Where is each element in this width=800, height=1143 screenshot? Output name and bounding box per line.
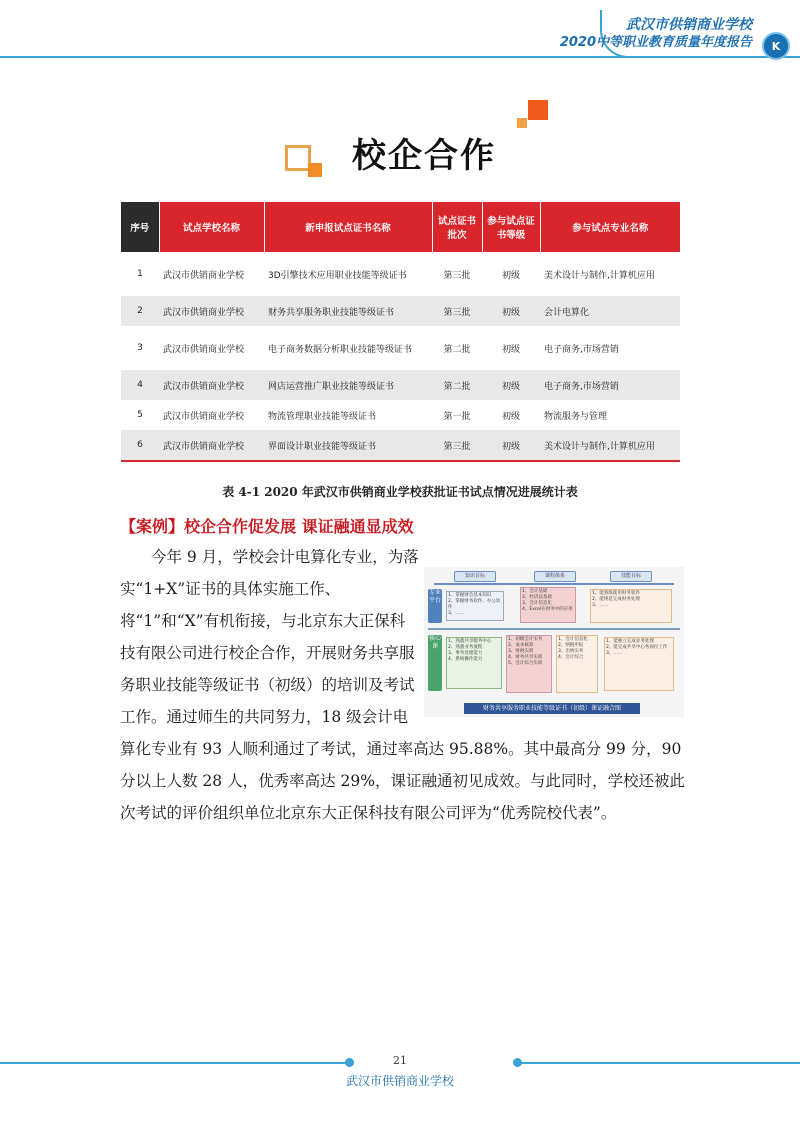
diagram-box-line: 3、…… [592, 603, 609, 608]
diagram-box-line: 1、会计信息化 [558, 637, 588, 642]
cell-level: 初级 [501, 411, 520, 422]
case-paragraph-text: 今年 9 月，学校会计电算化专业，为落实“1+X”证书的具体实施工作、将“1”和“X”有机衔接，与北京东大正保科技有限公司进行校企合作，开展财务共享服务职业技能等级证书（初级）的培训及考试工作。通过师生的共同努力，18 级会计电 [120, 548, 419, 726]
cell-no: 3 [137, 343, 143, 353]
diagram-box-line: 2、掌握财务软件、办公软件 [448, 599, 501, 610]
table-row [121, 430, 680, 461]
col-header-level: 参与试点证书等级 [482, 202, 540, 252]
cell-cert: 3D引擎技术应用职业技能等级证书 [268, 270, 407, 281]
table-caption: 表 4-1 2020 年武汉市供销商业学校获批证书试点情况进展统计表 [222, 485, 578, 499]
school-logo [762, 32, 790, 60]
title-deco-square-top-small [517, 118, 527, 128]
certificate-table [121, 202, 680, 462]
diagram-side-platform: 专业平台 [428, 589, 442, 623]
table-header-row [121, 202, 680, 252]
cell-batch: 第二批 [443, 344, 471, 355]
cell-major: 电子商务,市场营销 [540, 370, 680, 400]
diagram-box-line: 2、纳税申报 [558, 643, 584, 648]
header-report-title: 2020中等职业教育质量年度报告 [559, 35, 752, 50]
cell-school: 武汉市供销商业学校 [159, 296, 264, 326]
cell-level: 初级 [482, 430, 540, 461]
cell-level: 初级 [482, 370, 540, 400]
cell-batch: 第三批 [432, 430, 482, 461]
cell-no: 1 [137, 269, 143, 279]
diagram-caption: 财务共享服务职业技能等级证书（初级）课证融合图 [464, 703, 640, 714]
cell-cert: 界面设计职业技能等级证书 [264, 430, 432, 461]
logo-mark: K [771, 39, 781, 53]
col-header-school: 试点学校名称 [159, 202, 264, 252]
page-number: 21 [393, 1054, 407, 1067]
diagram-box-line: 1、初级会计实务 [508, 637, 543, 642]
diagram-box-practice [556, 635, 598, 693]
diagram-divider [428, 628, 680, 630]
case-paragraph-part2: 算化专业有 93 人顺利通过了考试，通过率高达 95.88%。其中最高分 99 分，90 分以上人数 28 人，优秀率高达 29%，课证融通初见成效。与此同时，学校还被此次考试的评价组织单位北京东大正保科技有限公司评为“优秀院校代表”。 [120, 740, 685, 822]
diagram-box-line: 4、Excel在财务中的应用 [522, 607, 573, 612]
cell-school: 武汉市供销商业学校 [163, 270, 245, 281]
diagram-box-line: 1、掌握财会基本知识 [448, 593, 492, 598]
cell-level: 初级 [501, 344, 520, 355]
diagram-box-line: 1、会计基础 [522, 589, 548, 594]
case-paragraph-part1 [120, 541, 420, 733]
cell-no: 4 [121, 370, 159, 400]
diagram-box-line: 3、事务处理能力 [448, 651, 483, 656]
cell-no: 5 [137, 410, 143, 420]
diagram-arrow-bar [434, 583, 674, 585]
cell-batch: 第三批 [432, 296, 482, 326]
case-title: 【案例】校企合作促发展 课证融通显成效 [120, 517, 414, 536]
cell-school: 武汉市供销商业学校 [163, 344, 245, 355]
diagram-box-line: 2、熟悉业务流程 [448, 645, 483, 650]
cell-batch: 第一批 [443, 411, 471, 422]
cell-school: 武汉市供销商业学校 [159, 430, 264, 461]
col-header-batch: 试点证书批次 [432, 202, 482, 252]
footer-school-name: 武汉市供销商业学校 [345, 1074, 454, 1088]
diagram-box-line: 5、会计综合实训 [508, 661, 543, 666]
cell-level: 初级 [482, 296, 540, 326]
diagram-box-service [446, 637, 502, 689]
diagram-box-line: 3、会计信息化 [522, 601, 552, 606]
header-school-name: 武汉市供销商业学校 [626, 17, 752, 33]
col-header-cert: 新申报试点证书名称 [264, 202, 432, 252]
cell-major: 美术设计与制作,计算机应用 [544, 270, 655, 281]
diagram-box-line: 3、财税实训 [508, 649, 534, 654]
course-certificate-diagram [424, 567, 684, 717]
cell-no: 2 [121, 296, 159, 326]
diagram-head-courses: 课程体系 [534, 571, 576, 582]
cell-major: 会计电算化 [540, 296, 680, 326]
title-deco-square-small [308, 163, 322, 177]
cell-school: 武汉市供销商业学校 [159, 370, 264, 400]
diagram-box-core-courses [506, 635, 552, 693]
cell-cert: 财务共享服务职业技能等级证书 [264, 296, 432, 326]
diagram-box-line: 1、熟悉共享服务中心 [448, 639, 492, 644]
title-deco-square-top [528, 100, 548, 120]
diagram-box-line: 4、会计综合 [558, 655, 584, 660]
diagram-box-courses [520, 587, 576, 623]
section-title: 校企合作 [352, 136, 496, 176]
diagram-box-line: 4、系统操作能力 [448, 657, 483, 662]
table-row [121, 326, 680, 370]
col-header-major: 参与试点专业名称 [540, 202, 680, 252]
cell-major: 电子商务,市场营销 [544, 344, 619, 355]
diagram-box-line: 2、能完成共享中心各岗位工作 [606, 645, 668, 650]
diagram-box-line: 3、出纳实务 [558, 649, 584, 654]
diagram-box-skills [590, 589, 672, 623]
report-header [560, 16, 752, 52]
cell-cert: 网店运营推广职业技能等级证书 [264, 370, 432, 400]
diagram-box-abilities [604, 637, 674, 691]
diagram-head-skills: 技能目标 [610, 571, 652, 582]
diagram-box-line: 1、能熟练使用财务软件 [592, 591, 640, 596]
table-row [121, 296, 680, 326]
diagram-box-line: 4、财务共享实训 [508, 655, 543, 660]
cell-cert: 物流管理职业技能等级证书 [268, 411, 377, 422]
diagram-box-knowledge [446, 591, 504, 621]
diagram-box-line: 1、能独立完成业务处理 [606, 639, 654, 644]
cell-major: 美术设计与制作,计算机应用 [540, 430, 680, 461]
col-header-no: 序号 [121, 202, 159, 252]
diagram-head-knowledge: 知识目标 [454, 571, 496, 582]
cell-batch: 第二批 [432, 370, 482, 400]
diagram-side-core: 核心课 [428, 635, 442, 691]
cell-school: 武汉市供销商业学校 [163, 411, 245, 422]
table-row [121, 400, 680, 430]
cell-batch: 第三批 [443, 270, 471, 281]
diagram-box-line: 3、…… [606, 651, 623, 656]
cell-major: 物流服务与管理 [544, 411, 608, 422]
cell-cert: 电子商务数据分析职业技能等级证书 [268, 344, 413, 355]
table-row [121, 252, 680, 296]
table-row [121, 370, 680, 400]
cell-no: 6 [121, 430, 159, 461]
diagram-box-line: 2、成本核算 [508, 643, 534, 648]
header-rule [0, 56, 800, 58]
diagram-box-line: 2、能规范完成财务处理 [592, 597, 640, 602]
cell-level: 初级 [501, 270, 520, 281]
diagram-box-line: 2、经济法基础 [522, 595, 552, 600]
diagram-box-line: 3、…… [448, 611, 465, 616]
